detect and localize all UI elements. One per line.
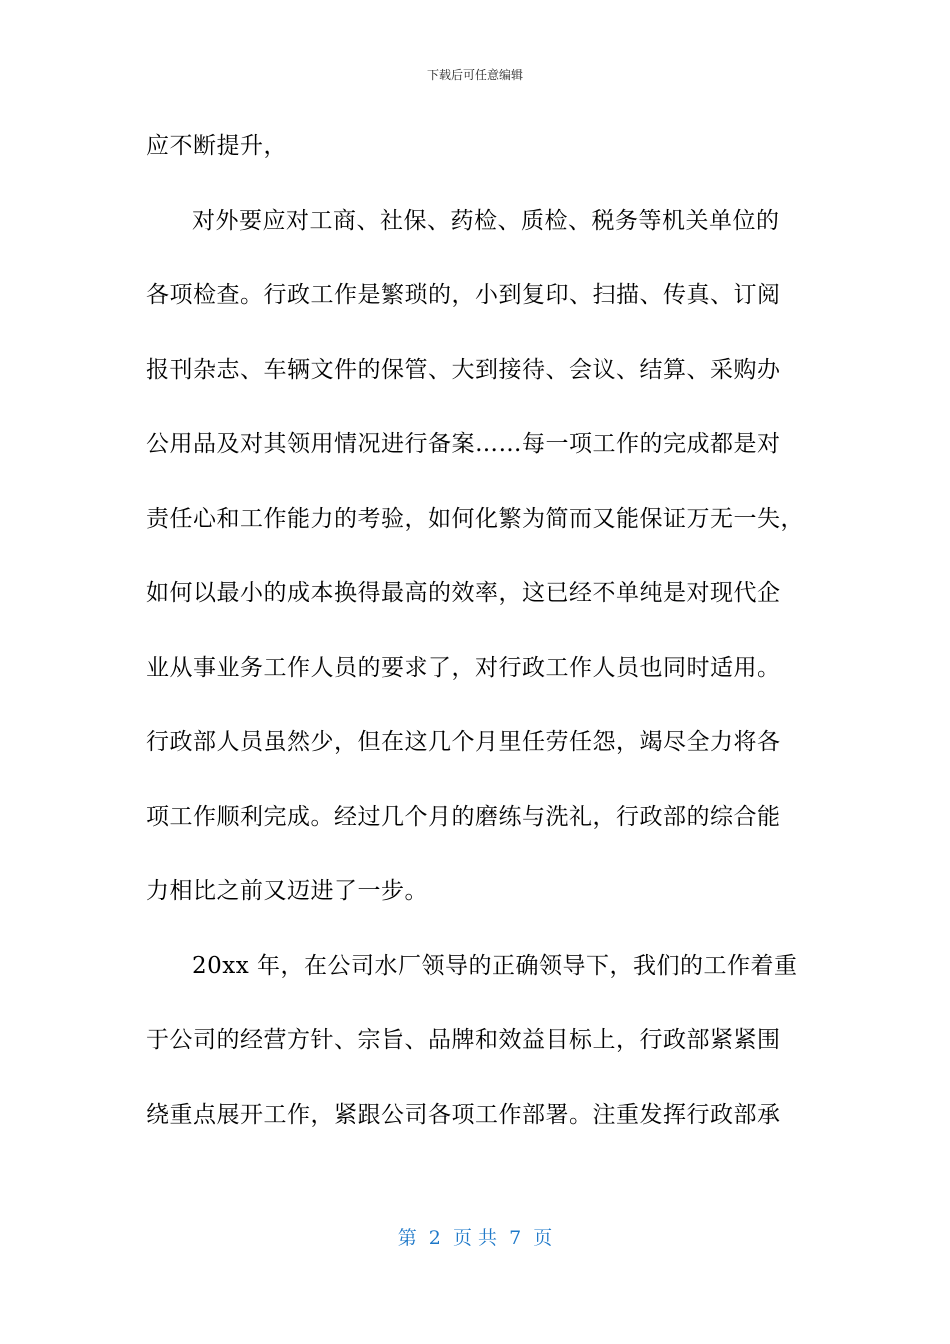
text-line: 项工作顺利完成。经过几个月的磨练与洗礼，行政部的综合能 bbox=[146, 803, 781, 830]
text-line: 对外要应对工商、社保、药检、质检、税务等机关单位的 bbox=[192, 207, 780, 234]
text-line: 20xx 年，在公司水厂领导的正确领导下，我们的工作着重 bbox=[192, 952, 798, 979]
text-line: 行政部人员虽然少，但在这几个月里任劳任怨，竭尽全力将各 bbox=[146, 729, 781, 755]
text-line: 如何以最小的成本换得最高的效率，这已经不单纯是对现代企 bbox=[146, 580, 781, 606]
text-line: 公用品及对其领用情况进行备案……每一项工作的完成都是对 bbox=[146, 431, 781, 457]
text-line: 应不断提升， bbox=[146, 133, 287, 159]
page-header-note: 下载后可任意编辑 bbox=[426, 68, 523, 82]
text-line: 绕重点展开工作，紧跟公司各项工作部署。注重发挥行政部承 bbox=[146, 1101, 781, 1128]
text-line: 责任心和工作能力的考验，如何化繁为简而又能保证万无一失， bbox=[146, 505, 804, 532]
text-line: 报刊杂志、车辆文件的保管、大到接待、会议、结算、采购办 bbox=[146, 356, 781, 383]
page-number-footer: 第 2 页 共 7 页 bbox=[397, 1227, 553, 1249]
text-line: 业从事业务工作人员的要求了，对行政工作人员也同时适用。 bbox=[146, 654, 781, 681]
document-body bbox=[146, 128, 808, 1171]
text-line: 于公司的经营方针、宗旨、品牌和效益目标上，行政部紧紧围 bbox=[146, 1027, 781, 1053]
text-line: 力相比之前又迈进了一步。 bbox=[146, 878, 428, 904]
text-line: 各项检查。行政工作是繁琐的，小到复印、扫描、传真、订阅 bbox=[146, 282, 781, 308]
